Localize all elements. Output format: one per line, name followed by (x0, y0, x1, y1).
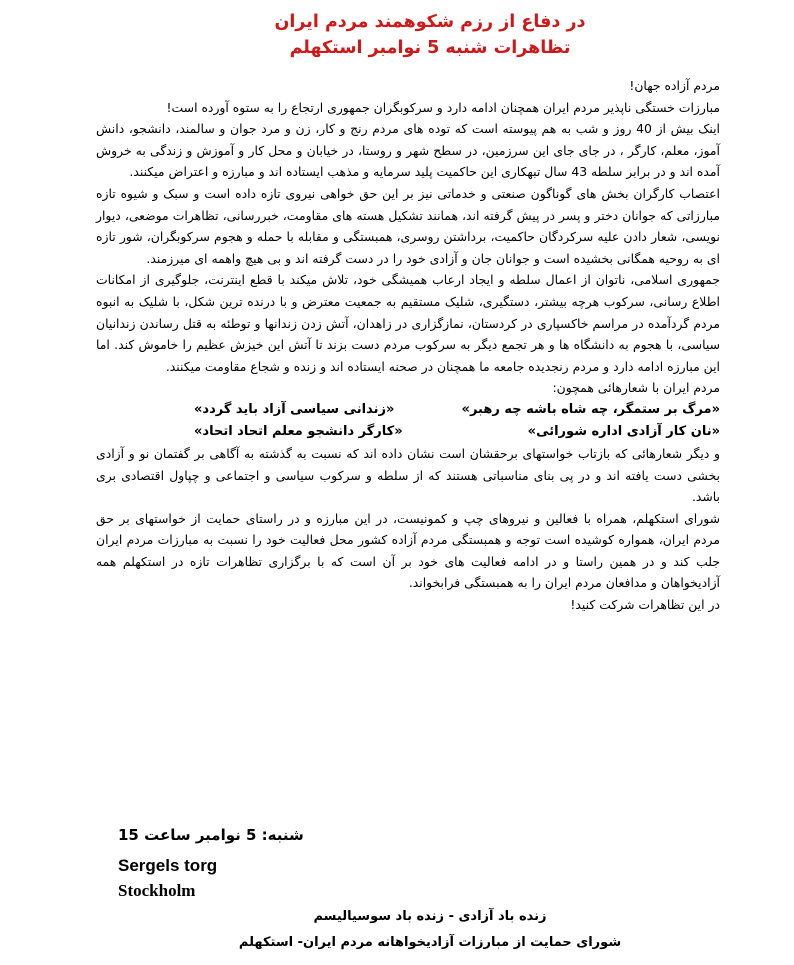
paragraph-slogans-meaning: و دیگر شعارهائی که بازتاب خواستهای برحقشان است نشان داده اند که نسبت به گذشته به آگاهی بر گفتمان نو و آزادی بخشی دست یافته اند و در پی بنای مناسباتی هستند که از سلطه و سرکوب سیاسی و اجتماعی و چپاول اقتصادی بری باشد. (96, 445, 720, 505)
slogan-item: «زندانی سیاسی آزاد باید گردد» (194, 401, 395, 417)
slogan-item: «نان کار آزادی اداره شورائی» (527, 423, 720, 439)
paragraph-repression: جمهوری اسلامی، ناتوان از اعمال سلطه و ایجاد ارعاب همیشگی خود، تلاش میکند با قطع اینترنت، جلوگیری از امکانات اطلاع رسانی، سرکوب هرچه بیشتر، دستگیری، شلیک مستقیم به جمعیت معترض و با درنده ترین شکل، با شلیک به انبوه مردم گردآمده در مراسم خاکسپاری در کردستان، نمازگزاری در زاهدان، آتش زدن زندانها و توطئه به قتل رساندن زندانیان سیاسی، با هجوم به دانشگاه ها و هر تجمع دیگر به سرکوب مردم دست بزند تا آتش این خیزش عظیم را خاموش کند. اما این مبارزه ادامه دارد و مردم رنجدیده جامعه ما همچنان در صحنه ایستاده اند و زنده و شجاع مقاومت میکنند. (96, 272, 720, 374)
event-place: Sergels torg (118, 856, 218, 875)
slogans-intro: مردم ایران با شعارهائی همچون: (552, 380, 720, 396)
paragraph-40-days: اینک بیش از 40 روز و شب به هم پیوسته است که توده های مردم رنج و کار، زن و مرد جوان و سالمند، دانشجو، دانش آموز، معلم، کارگر ، در جای جای این سرزمین، در سطح شهر و روستا، در خیابان و محل کار و آموزش و زندگی به خروش آمده اند و در برابر سلطه 43 سال تبهکاری این حاکمیت پلید سرمایه و مذهب ایستاده اند و مبارزه و اعتراض میکنند. (96, 121, 720, 180)
paragraph-strikes: اعتصاب کارگران بخش های گوناگون صنعتی و خدماتی نیز بر این حق خواهی نیروی تازه داده است و سبک و شیوه تازه مبارزاتی که جوانان دختر و پسر در پیش گرفته اند، همانند تشکیل هسته های مقاومت، خبررسانی، تظاهرات موضعی، دیوار نویسی، شعار دادن علیه سرکردگان حاکمیت، برداشتن روسری، همبستگی و مقابله با حمله و هجوم سرکوبگران، شور تازه ای به روحیه همگانی بخشیده است و جوانان جان و آزادی خود را در دست گرفته اند و بی هیچ واهمه ای میرزمند. (96, 185, 720, 266)
footer-slogan: زنده باد آزادی - زنده باد سوسیالیسم (313, 909, 547, 924)
event-datetime: شنبه: 5 نوامبر ساعت 15 (118, 826, 304, 844)
paragraph-struggle: مبارزات خستگی ناپذیر مردم ایران همچنان ادامه دارد و سرکوبگران جمهوری ارتجاع را به ستوه آورده است! (166, 99, 720, 115)
closing-call: در این تظاهرات شرکت کنید! (570, 597, 720, 613)
event-city: Stockholm (118, 881, 196, 900)
headline: در دفاع از رزم شکوهمند مردم ایران (274, 12, 586, 32)
slogans-list (96, 399, 720, 443)
footer-signature: شورای حمایت از مبارزات آزادیخواهانه مردم ایران- استکهلم (238, 935, 622, 950)
flyer-body (96, 75, 720, 616)
slogan-item: «کارگر دانشجو معلم اتحاد اتحاد» (194, 423, 403, 439)
subheadline: تظاهرات شنبه 5 نوامبر استکهلم (289, 38, 571, 58)
paragraph-stockholm-council: شورای استکهلم، همراه با فعالین و نیروهای چپ و کمونیست، در این مبارزه و در راستای حمایت از خواستهای بر حق مردم ایران، همواره کوشیده است توجه و همبستگی مردم آزاده کشور محل فعالیت خود را نسبت به مبارزات مردم ایران جلب کند و در همین راستا و در ادامه فعالیت های خود بر آن است که با برگزاری تظاهرات تازه در استکهلم همه آزادیخواهان و مدافعان مردم ایران را به همبستگی فرابخواند. (96, 510, 720, 591)
slogan-item: «مرگ بر ستمگر، چه شاه باشه چه رهبر» (461, 401, 720, 417)
greeting: مردم آزاده جهان! (629, 78, 720, 93)
